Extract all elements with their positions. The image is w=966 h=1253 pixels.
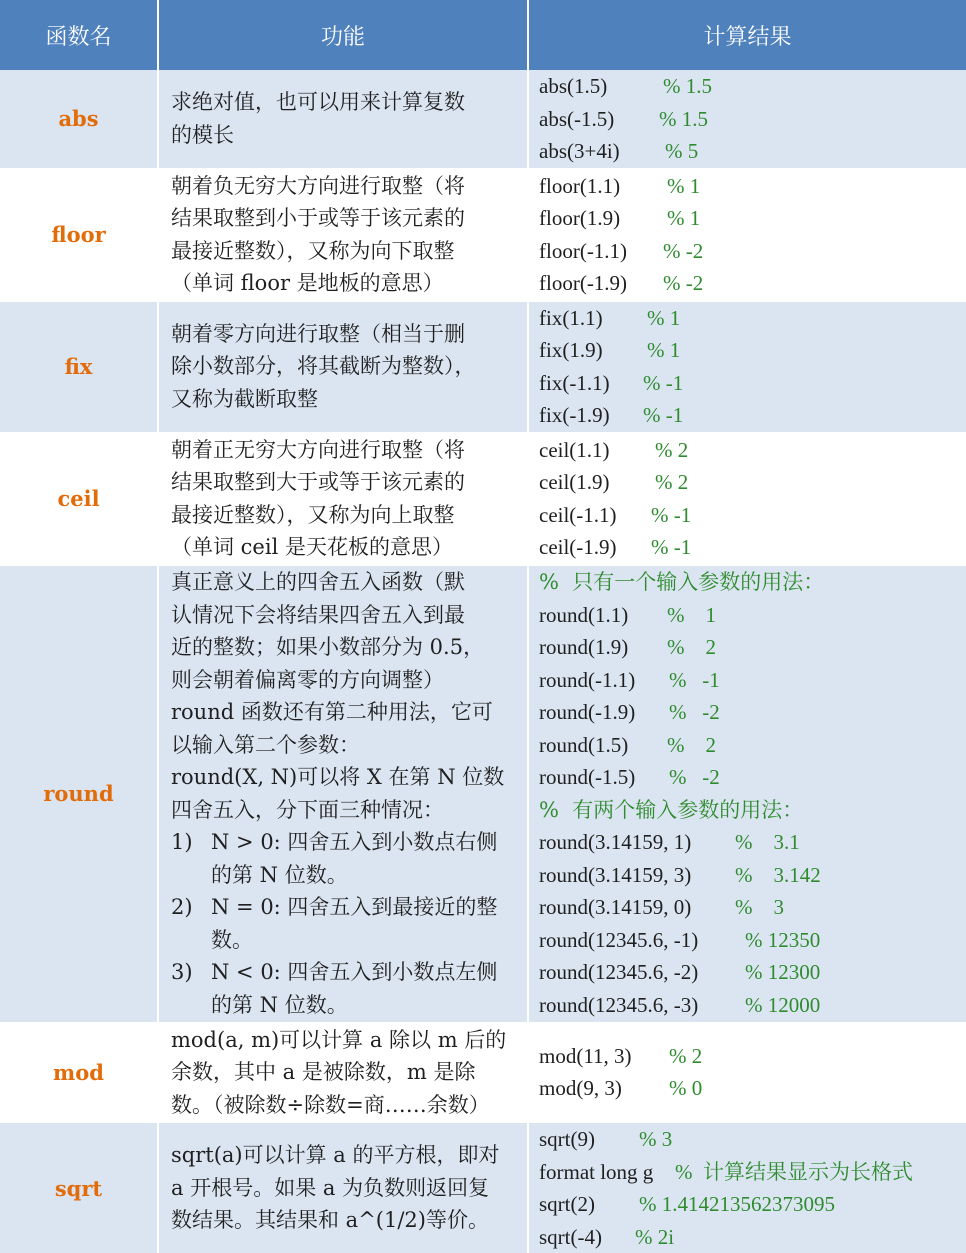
result-line — [539, 531, 966, 564]
desc-line: 又称为截断取整 — [171, 383, 517, 416]
result-comment: % 12350 — [745, 924, 820, 957]
list-number: 3) — [171, 956, 211, 1021]
result-comment: % 1 — [647, 334, 680, 367]
result-code: round(-1.1) — [539, 664, 669, 697]
result-line — [539, 989, 966, 1022]
result-line — [539, 499, 966, 532]
result-code: sqrt(2) — [539, 1188, 639, 1221]
desc-line: 数。 — [211, 924, 517, 957]
result-comment: % -1 — [643, 399, 683, 432]
desc-line: sqrt(a)可以计算 a 的平方根，即对 — [171, 1139, 517, 1172]
desc-line: （单词 ceil 是天花板的意思） — [171, 531, 517, 564]
result-line — [539, 1188, 966, 1221]
result-line — [539, 1221, 966, 1253]
result-comment: % -1 — [643, 367, 683, 400]
result-comment: % 3 — [735, 891, 784, 924]
result-line — [539, 302, 966, 335]
function-desc — [158, 433, 528, 565]
result-comment: % 5 — [665, 135, 698, 168]
result-comment: % 2 — [655, 466, 688, 499]
result-cell — [528, 169, 966, 301]
result-code: round(12345.6, -1) — [539, 924, 745, 957]
desc-line: 最接近整数），又称为向上取整 — [171, 499, 517, 532]
result-cell — [528, 433, 966, 565]
result-code: ceil(-1.9) — [539, 531, 651, 564]
result-comment: % 1 — [667, 202, 700, 235]
result-comment: % -1 — [651, 499, 691, 532]
result-code: round(3.14159, 1) — [539, 826, 735, 859]
result-comment: % 0 — [669, 1072, 702, 1105]
result-code: abs(3+4i) — [539, 135, 665, 168]
result-line — [539, 1072, 966, 1105]
result-line — [539, 566, 966, 599]
desc-line: 除小数部分，将其截断为整数）， — [171, 350, 517, 383]
result-comment: % 12300 — [745, 956, 820, 989]
result-line — [539, 434, 966, 467]
desc-line: N > 0: 四舍五入到小数点右侧 — [211, 826, 517, 859]
result-line — [539, 367, 966, 400]
row-mod — [0, 1023, 966, 1123]
result-comment: % 2i — [635, 1221, 674, 1253]
desc-line: 的第 N 位数。 — [211, 989, 517, 1022]
result-line — [539, 631, 966, 664]
result-line — [539, 826, 966, 859]
desc-line: 朝着正无穷大方向进行取整（将 — [171, 434, 517, 467]
desc-line: N = 0: 四舍五入到最接近的整 — [211, 891, 517, 924]
result-comment: % 只有一个输入参数的用法： — [539, 566, 824, 599]
result-comment: % -2 — [669, 761, 720, 794]
row-fix — [0, 301, 966, 433]
function-desc — [158, 1023, 528, 1123]
desc-line: 结果取整到大于或等于该元素的 — [171, 466, 517, 499]
function-desc — [158, 169, 528, 301]
result-line — [539, 103, 966, 136]
header-result: 计算结果 — [528, 0, 966, 70]
desc-line: 以输入第二个参数： — [171, 729, 517, 762]
result-code: ceil(1.1) — [539, 434, 655, 467]
result-comment: % -2 — [663, 267, 703, 300]
result-line — [539, 334, 966, 367]
desc-line: 的第 N 位数。 — [211, 859, 517, 892]
result-comment: % 1 — [647, 302, 680, 335]
desc-line: 则会朝着偏离零的方向调整） — [171, 664, 517, 697]
desc-line: 朝着零方向进行取整（相当于删 — [171, 318, 517, 351]
row-ceil — [0, 433, 966, 565]
result-code: round(1.5) — [539, 729, 667, 762]
result-comment: % -1 — [651, 531, 691, 564]
result-cell — [528, 1023, 966, 1123]
result-comment: % 3.142 — [735, 859, 821, 892]
result-code: fix(1.9) — [539, 334, 647, 367]
result-line — [539, 956, 966, 989]
result-comment: % 1 — [667, 170, 700, 203]
result-line — [539, 399, 966, 432]
result-code: ceil(1.9) — [539, 466, 655, 499]
result-code: sqrt(9) — [539, 1123, 639, 1156]
function-name: round — [0, 565, 158, 1023]
result-line — [539, 761, 966, 794]
function-name: fix — [0, 301, 158, 433]
result-line — [539, 235, 966, 268]
desc-line: 朝着负无穷大方向进行取整（将 — [171, 170, 517, 203]
desc-line: 的模长 — [171, 119, 517, 152]
result-code: round(12345.6, -2) — [539, 956, 745, 989]
result-line — [539, 1040, 966, 1073]
function-name: floor — [0, 169, 158, 301]
result-code: mod(11, 3) — [539, 1040, 669, 1073]
desc-list-item — [171, 956, 517, 1021]
result-code: sqrt(-4) — [539, 1221, 635, 1253]
desc-line: mod(a, m)可以计算 a 除以 m 后的 — [171, 1024, 517, 1057]
desc-list-item — [171, 826, 517, 891]
result-line — [539, 729, 966, 762]
desc-line: round(X, N)可以将 X 在第 N 位数 — [171, 761, 517, 794]
result-code: mod(9, 3) — [539, 1072, 669, 1105]
result-comment: % 1.414213562373095 — [639, 1188, 835, 1221]
desc-line: 最接近整数），又称为向下取整 — [171, 235, 517, 268]
result-comment: % 1.5 — [663, 70, 712, 103]
function-name: ceil — [0, 433, 158, 565]
result-code: floor(1.1) — [539, 170, 667, 203]
result-comment: % 2 — [667, 729, 716, 762]
header-row — [0, 0, 966, 70]
result-comment: % 3 — [639, 1123, 672, 1156]
desc-line: N < 0: 四舍五入到小数点左侧 — [211, 956, 517, 989]
result-cell — [528, 565, 966, 1023]
result-line — [539, 466, 966, 499]
desc-line: 四舍五入，分下面三种情况： — [171, 794, 517, 827]
result-code: ceil(-1.1) — [539, 499, 651, 532]
row-sqrt — [0, 1122, 966, 1253]
row-round — [0, 565, 966, 1023]
result-line — [539, 267, 966, 300]
result-cell — [528, 301, 966, 433]
result-line — [539, 664, 966, 697]
desc-line: 求绝对值，也可以用来计算复数 — [171, 86, 517, 119]
result-line — [539, 891, 966, 924]
result-line — [539, 1156, 966, 1189]
function-name: abs — [0, 70, 158, 169]
result-comment: % 有两个输入参数的用法： — [539, 794, 803, 827]
desc-line: 认情况下会将结果四舍五入到最 — [171, 599, 517, 632]
function-name: mod — [0, 1023, 158, 1123]
header-function-name: 函数名 — [0, 0, 158, 70]
result-line — [539, 924, 966, 957]
function-desc — [158, 301, 528, 433]
function-desc — [158, 565, 528, 1023]
result-comment: % 计算结果显示为长格式 — [675, 1156, 913, 1189]
function-name: sqrt — [0, 1122, 158, 1253]
result-code: floor(-1.9) — [539, 267, 663, 300]
result-cell — [528, 70, 966, 169]
function-desc — [158, 1122, 528, 1253]
desc-line: 数。（被除数÷除数=商……余数） — [171, 1089, 517, 1122]
desc-line: a 开根号。如果 a 为负数则返回复 — [171, 1172, 517, 1205]
result-line — [539, 696, 966, 729]
result-comment: % 2 — [669, 1040, 702, 1073]
result-code: round(-1.9) — [539, 696, 669, 729]
desc-list-item — [171, 891, 517, 956]
desc-line: round 函数还有第二种用法，它可 — [171, 696, 517, 729]
desc-line: 数结果。其结果和 a^(1/2)等价。 — [171, 1204, 517, 1237]
result-code: floor(1.9) — [539, 202, 667, 235]
result-comment: % 3.1 — [735, 826, 800, 859]
result-line — [539, 1123, 966, 1156]
list-text — [211, 891, 517, 956]
result-comment: % -2 — [663, 235, 703, 268]
result-line — [539, 794, 966, 827]
result-code: fix(1.1) — [539, 302, 647, 335]
list-number: 2) — [171, 891, 211, 956]
header-function-desc: 功能 — [158, 0, 528, 70]
function-desc — [158, 70, 528, 169]
row-abs — [0, 70, 966, 169]
result-code: round(3.14159, 3) — [539, 859, 735, 892]
result-comment: % 12000 — [745, 989, 820, 1022]
desc-line: 余数，其中 a 是被除数，m 是除 — [171, 1056, 517, 1089]
desc-line: 真正意义上的四舍五入函数（默 — [171, 566, 517, 599]
result-comment: % 1.5 — [659, 103, 708, 136]
result-line — [539, 170, 966, 203]
result-code: round(-1.5) — [539, 761, 669, 794]
desc-line: 近的整数；如果小数部分为 0.5， — [171, 631, 517, 664]
result-comment: % -2 — [669, 696, 720, 729]
result-code: floor(-1.1) — [539, 235, 663, 268]
result-comment: % 2 — [667, 631, 716, 664]
result-line — [539, 135, 966, 168]
result-code: fix(-1.9) — [539, 399, 643, 432]
result-code: format long g — [539, 1156, 675, 1189]
result-comment: % 1 — [667, 599, 716, 632]
result-line — [539, 70, 966, 103]
result-cell — [528, 1122, 966, 1253]
result-code: abs(-1.5) — [539, 103, 659, 136]
result-code: round(12345.6, -3) — [539, 989, 745, 1022]
row-floor — [0, 169, 966, 301]
result-code: round(1.1) — [539, 599, 667, 632]
result-comment: % -1 — [669, 664, 720, 697]
result-comment: % 2 — [655, 434, 688, 467]
result-code: round(1.9) — [539, 631, 667, 664]
result-line — [539, 859, 966, 892]
list-number: 1) — [171, 826, 211, 891]
desc-line: （单词 floor 是地板的意思） — [171, 267, 517, 300]
result-code: fix(-1.1) — [539, 367, 643, 400]
result-line — [539, 202, 966, 235]
desc-line: 结果取整到小于或等于该元素的 — [171, 202, 517, 235]
result-code: round(3.14159, 0) — [539, 891, 735, 924]
result-code: abs(1.5) — [539, 70, 663, 103]
list-text — [211, 956, 517, 1021]
result-line — [539, 599, 966, 632]
list-text — [211, 826, 517, 891]
